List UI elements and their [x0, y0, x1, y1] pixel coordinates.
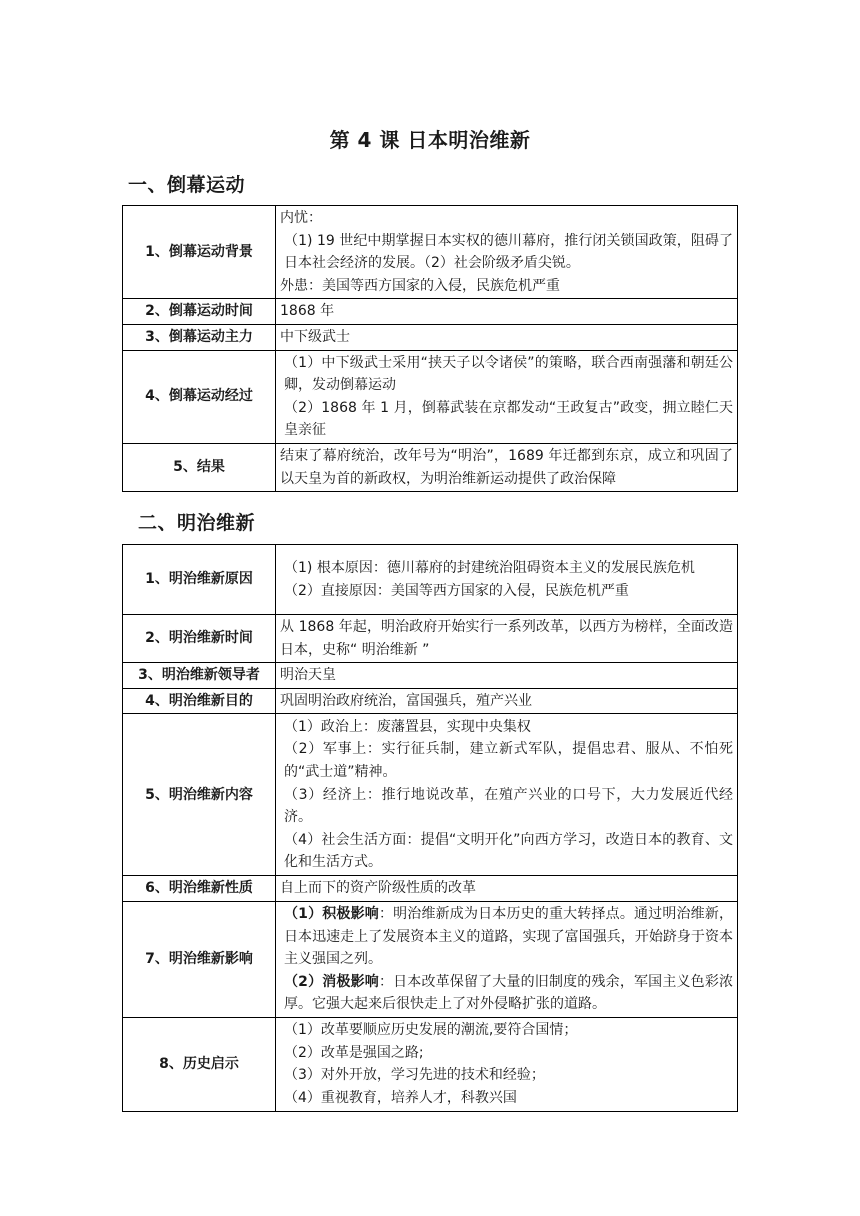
table-row [123, 324, 738, 350]
row-content [276, 299, 738, 325]
content-line: 1868 年 [280, 303, 335, 320]
row-label: 2、明治维新时间 [123, 615, 276, 663]
table-reform [122, 544, 738, 1112]
row-content [276, 324, 738, 350]
content-line: （1) 19 世纪中期掌握日本实权的德川幕府，推行闭关锁国政策，阻碍了日本社会经济的发展。（2）社会阶级矛盾尖锐。 [284, 232, 733, 272]
impact-item [280, 971, 733, 1016]
impact-lead: （2）消极影响 [284, 973, 379, 990]
content-line: （3）经济上：推行地说改革，在殖产兴业的口号下，大力发展近代经济。 [284, 786, 733, 826]
row-label: 3、明治维新领导者 [123, 663, 276, 689]
table-row [123, 615, 738, 663]
table-row [123, 299, 738, 325]
content-line: 结束了幕府统治，改年号为“明治”，1689 年迁都到东京，成立和巩固了以天皇为首的新政权，为明治维新运动提供了政治保障 [280, 447, 733, 487]
section-heading-2: 二、明治维新 [138, 512, 256, 534]
table-row [123, 688, 738, 714]
content-line: （1）政治上：废藩置县，实现中央集权 [284, 718, 531, 735]
table-row [123, 545, 738, 615]
table-row [123, 350, 738, 443]
content-line: 明治天皇 [280, 667, 336, 684]
row-label: 5、明治维新内容 [123, 714, 276, 876]
table-row [123, 1017, 738, 1111]
table-row [123, 714, 738, 876]
page-title: 第 4 课 日本明治维新 [329, 128, 531, 152]
row-content [276, 1017, 738, 1111]
row-label: 7、明治维新影响 [123, 901, 276, 1017]
content-line: 巩固明治政府统治，富国强兵，殖产兴业 [280, 692, 532, 709]
row-label: 1、明治维新原因 [123, 545, 276, 615]
row-label: 1、倒幕运动背景 [123, 206, 276, 299]
content-line: （1）中下级武士采用“挟天子以令诸侯”的策略，联合西南强藩和朝廷公卿，发动倒幕运动 [284, 354, 733, 394]
row-label: 6、明治维新性质 [123, 876, 276, 902]
table-movement [122, 205, 738, 492]
row-label: 2、倒幕运动时间 [123, 299, 276, 325]
table-row [123, 443, 738, 491]
row-content [276, 350, 738, 443]
row-content [276, 901, 738, 1017]
content-line: 自上而下的资产阶级性质的改革 [280, 880, 476, 897]
row-content [276, 545, 738, 615]
content-line: （1）改革要顺应历史发展的潮流,要符合国情； [284, 1022, 578, 1039]
impact-lead: （1）积极影响 [284, 905, 379, 922]
row-label: 4、倒幕运动经过 [123, 350, 276, 443]
impact-item [280, 903, 733, 971]
content-line: （2）1868 年 1 月，倒幕武装在京都发动“王政复古”政变，拥立睦仁天皇亲征 [284, 399, 733, 439]
row-label: 8、历史启示 [123, 1017, 276, 1111]
content-line: 内忧： [280, 210, 322, 226]
table-row [123, 663, 738, 689]
content-line: （2）直接原因：美国等西方国家的入侵，民族危机严重 [284, 582, 629, 599]
content-line: （2）改革是强国之路; [284, 1044, 424, 1061]
section-heading-1: 一、倒幕运动 [128, 174, 246, 196]
row-label: 5、结果 [123, 443, 276, 491]
table-row [123, 901, 738, 1017]
content-line: 外患：美国等西方国家的入侵，民族危机严重 [280, 277, 560, 294]
content-line: （3）对外开放，学习先进的技术和经验； [284, 1067, 545, 1084]
row-content [276, 688, 738, 714]
row-content [276, 615, 738, 663]
content-line: （2）军事上：实行征兵制，建立新式军队，提倡忠君、服从、不怕死的“武士道”精神。 [284, 741, 733, 780]
content-line: （1) 根本原因：德川幕府的封建统治阻碍资本主义的发展民族危机 [284, 559, 695, 576]
impact-text: ：明治维新成为日本历史的重大转择点。通过明治维新，日本迅速走上了发展资本主义的道路，实现了富国强兵，开始跻身于资本主义强国之列。 [284, 905, 734, 968]
impact-text: ：日本改革保留了大量的旧制度的残余，军国主义色彩浓厚。它强大起来后很快走上了对外侵略扩张的道路。 [284, 973, 734, 1013]
row-label: 3、倒幕运动主力 [123, 324, 276, 350]
row-content [276, 714, 738, 876]
row-content [276, 443, 738, 491]
content-line: 中下级武士 [280, 328, 350, 345]
row-content [276, 876, 738, 902]
content-line: （4）重视教育，培养人才，科教兴国 [284, 1090, 517, 1107]
table-row [123, 206, 738, 299]
row-label: 4、明治维新目的 [123, 688, 276, 714]
row-content [276, 663, 738, 689]
content-line: （4）社会生活方面：提倡“文明开化”向西方学习，改造日本的教育、文化和生活方式。 [284, 831, 733, 871]
content-line: 从 1868 年起，明治政府开始实行一系列改革，以西方为榜样，全面改造日本，史称“ 明治维新 ” [280, 619, 733, 658]
row-content [276, 206, 738, 299]
table-row [123, 876, 738, 902]
